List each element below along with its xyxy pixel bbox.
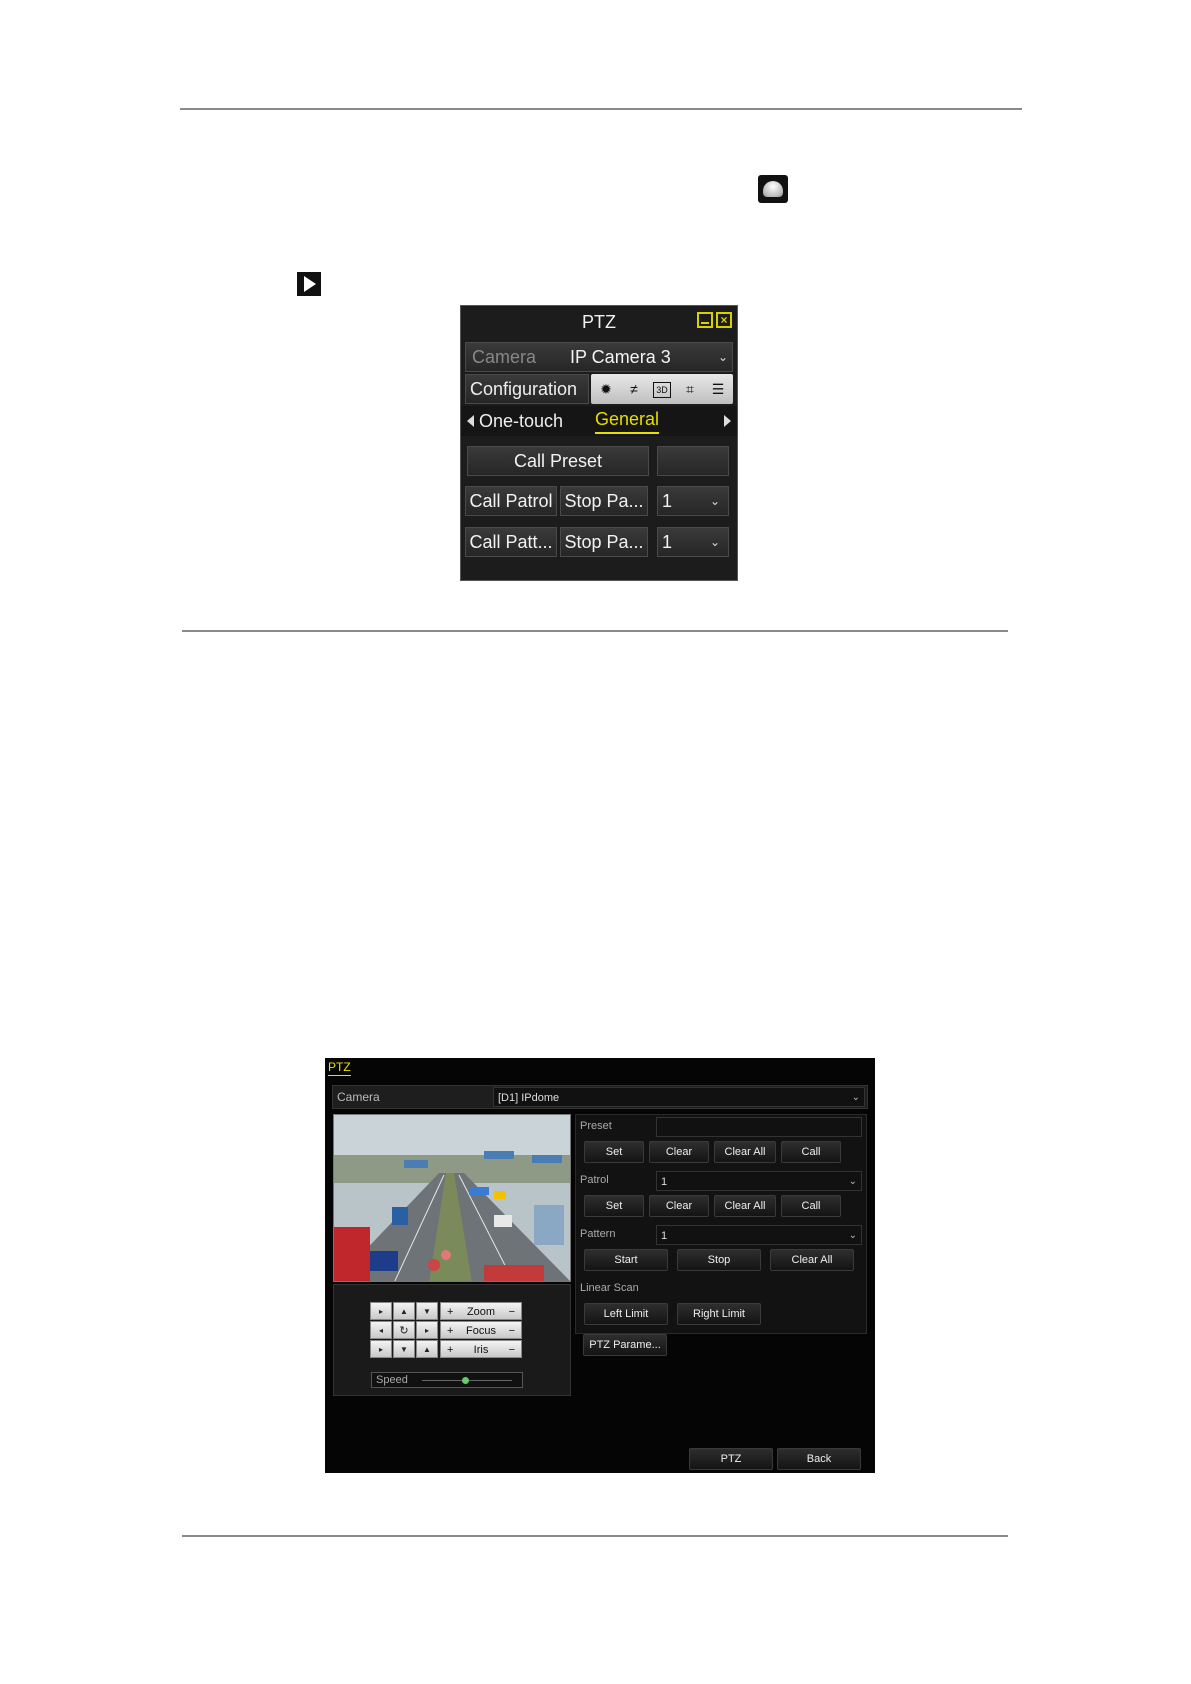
tab-next-icon[interactable] — [724, 415, 731, 427]
down-right-button[interactable]: ▲ — [416, 1340, 438, 1358]
pattern-select-value: 1 — [662, 532, 673, 552]
chevron-down-icon: ⌄ — [851, 1092, 860, 1103]
pattern-select[interactable] — [656, 1225, 862, 1245]
pattern-label: Pattern — [580, 1228, 616, 1240]
patrol-select-value: 1 — [661, 1176, 668, 1188]
ptz-dome-icon — [758, 175, 788, 203]
close-icon[interactable]: × — [716, 312, 732, 328]
call-preset-button[interactable]: Call Preset — [467, 446, 649, 476]
zoom-in-button[interactable]: + — [447, 1306, 454, 1318]
menu-icon[interactable]: ☰ — [711, 381, 725, 397]
iris-label: Iris — [473, 1344, 489, 1356]
focus-near-button[interactable]: + — [447, 1325, 454, 1337]
chevron-down-icon: ⌄ — [717, 350, 728, 364]
middle-rule — [182, 630, 1008, 632]
up-button[interactable]: ▲ — [393, 1302, 415, 1320]
configuration-row — [465, 374, 733, 404]
ptz-function-icons — [591, 374, 733, 404]
up-left-button[interactable]: ▸ — [370, 1302, 392, 1320]
preset-number-input[interactable] — [656, 1117, 862, 1137]
up-right-button[interactable]: ▼ — [416, 1302, 438, 1320]
stop-patrol-button[interactable]: Stop Pa... — [560, 486, 648, 516]
ptz-parameters-button[interactable]: PTZ Parame... — [583, 1334, 667, 1356]
pattern-stop-button[interactable]: Stop — [677, 1249, 761, 1271]
chevron-down-icon: ⌄ — [848, 1176, 857, 1187]
preset-label: Preset — [580, 1120, 612, 1132]
patrol-set-button[interactable]: Set — [584, 1195, 644, 1217]
minimize-icon[interactable] — [697, 312, 713, 328]
right-button[interactable]: ▸ — [416, 1321, 438, 1339]
ptz-window — [325, 1058, 875, 1473]
call-pattern-button[interactable]: Call Patt... — [465, 527, 557, 557]
camera-row — [332, 1085, 868, 1109]
call-patrol-button[interactable]: Call Patrol — [465, 486, 557, 516]
ptz-panel-title: PTZ — [582, 312, 616, 332]
tab-bar — [461, 406, 737, 436]
stop-pattern-button[interactable]: Stop Pa... — [560, 527, 648, 557]
top-rule — [180, 108, 1022, 110]
footer-back-button[interactable]: Back — [777, 1448, 861, 1470]
left-button[interactable]: ◂ — [370, 1321, 392, 1339]
linear-scan-label: Linear Scan — [580, 1282, 639, 1294]
tab-prev-icon[interactable] — [467, 415, 474, 427]
patrol-select[interactable] — [657, 486, 729, 516]
right-limit-button[interactable]: Right Limit — [677, 1303, 761, 1325]
ptz-direction-panel — [333, 1284, 571, 1396]
auto-rotate-icon[interactable]: ↻ — [393, 1321, 415, 1339]
tab-one-touch[interactable]: One-touch — [479, 411, 564, 431]
iris-close-button[interactable]: − — [508, 1344, 515, 1356]
preset-clear-button[interactable]: Clear — [649, 1141, 709, 1163]
pattern-clear-all-button[interactable]: Clear All — [770, 1249, 854, 1271]
speed-label: Speed — [376, 1374, 408, 1386]
down-left-button[interactable]: ▸ — [370, 1340, 392, 1358]
focus-control — [440, 1321, 522, 1339]
speed-handle[interactable] — [462, 1377, 469, 1384]
tab-general[interactable]: General — [595, 406, 659, 434]
live-video-view — [333, 1114, 571, 1282]
focus-label: Focus — [466, 1325, 496, 1337]
camera-label: Camera — [337, 1090, 380, 1104]
camera-select-value: IP Camera 3 — [570, 347, 671, 367]
pattern-select-value: 1 — [661, 1230, 668, 1242]
focus-far-button[interactable]: − — [508, 1325, 515, 1337]
pattern-select[interactable] — [657, 527, 729, 557]
configuration-button[interactable] — [465, 374, 589, 404]
3d-icon[interactable]: 3D — [653, 382, 671, 398]
footer-ptz-button[interactable]: PTZ — [689, 1448, 773, 1470]
expand-arrow-icon — [297, 272, 321, 296]
patrol-select-value: 1 — [662, 491, 673, 511]
left-limit-button[interactable]: Left Limit — [584, 1303, 668, 1325]
zoom-control — [440, 1302, 522, 1320]
iris-control — [440, 1340, 522, 1358]
ptz-settings-panel — [575, 1114, 867, 1334]
wiper-icon[interactable]: ≠ — [630, 381, 638, 397]
patrol-call-button[interactable]: Call — [781, 1195, 841, 1217]
preset-set-button[interactable]: Set — [584, 1141, 644, 1163]
configuration-label: Configuration — [470, 379, 578, 399]
ptz-window-title: PTZ — [328, 1060, 351, 1074]
light-icon[interactable]: ✹ — [600, 381, 612, 397]
down-button[interactable]: ▼ — [393, 1340, 415, 1358]
iris-open-button[interactable]: + — [447, 1344, 454, 1356]
patrol-select[interactable] — [656, 1171, 862, 1191]
pattern-start-button[interactable]: Start — [584, 1249, 668, 1271]
preset-number-input[interactable] — [657, 446, 729, 476]
speed-slider[interactable] — [371, 1372, 523, 1388]
patrol-label: Patrol — [580, 1174, 609, 1186]
camera-label: Camera — [472, 347, 537, 367]
chevron-down-icon: ⌄ — [709, 535, 720, 549]
camera-row — [465, 342, 733, 372]
camera-select[interactable] — [566, 343, 734, 371]
camera-select[interactable] — [493, 1087, 865, 1107]
patrol-clear-button[interactable]: Clear — [649, 1195, 709, 1217]
chevron-down-icon: ⌄ — [848, 1230, 857, 1241]
preset-call-button[interactable]: Call — [781, 1141, 841, 1163]
highway-scene-image — [334, 1115, 571, 1282]
patrol-clear-all-button[interactable]: Clear All — [714, 1195, 776, 1217]
zoom-frame-icon[interactable]: ⌗ — [686, 381, 694, 397]
zoom-out-button[interactable]: − — [508, 1306, 515, 1318]
ptz-control-panel — [460, 305, 738, 581]
chevron-down-icon: ⌄ — [709, 494, 720, 508]
bottom-rule — [182, 1535, 1008, 1537]
camera-select-value: [D1] IPdome — [498, 1092, 560, 1104]
zoom-label: Zoom — [466, 1306, 496, 1318]
preset-clear-all-button[interactable]: Clear All — [714, 1141, 776, 1163]
